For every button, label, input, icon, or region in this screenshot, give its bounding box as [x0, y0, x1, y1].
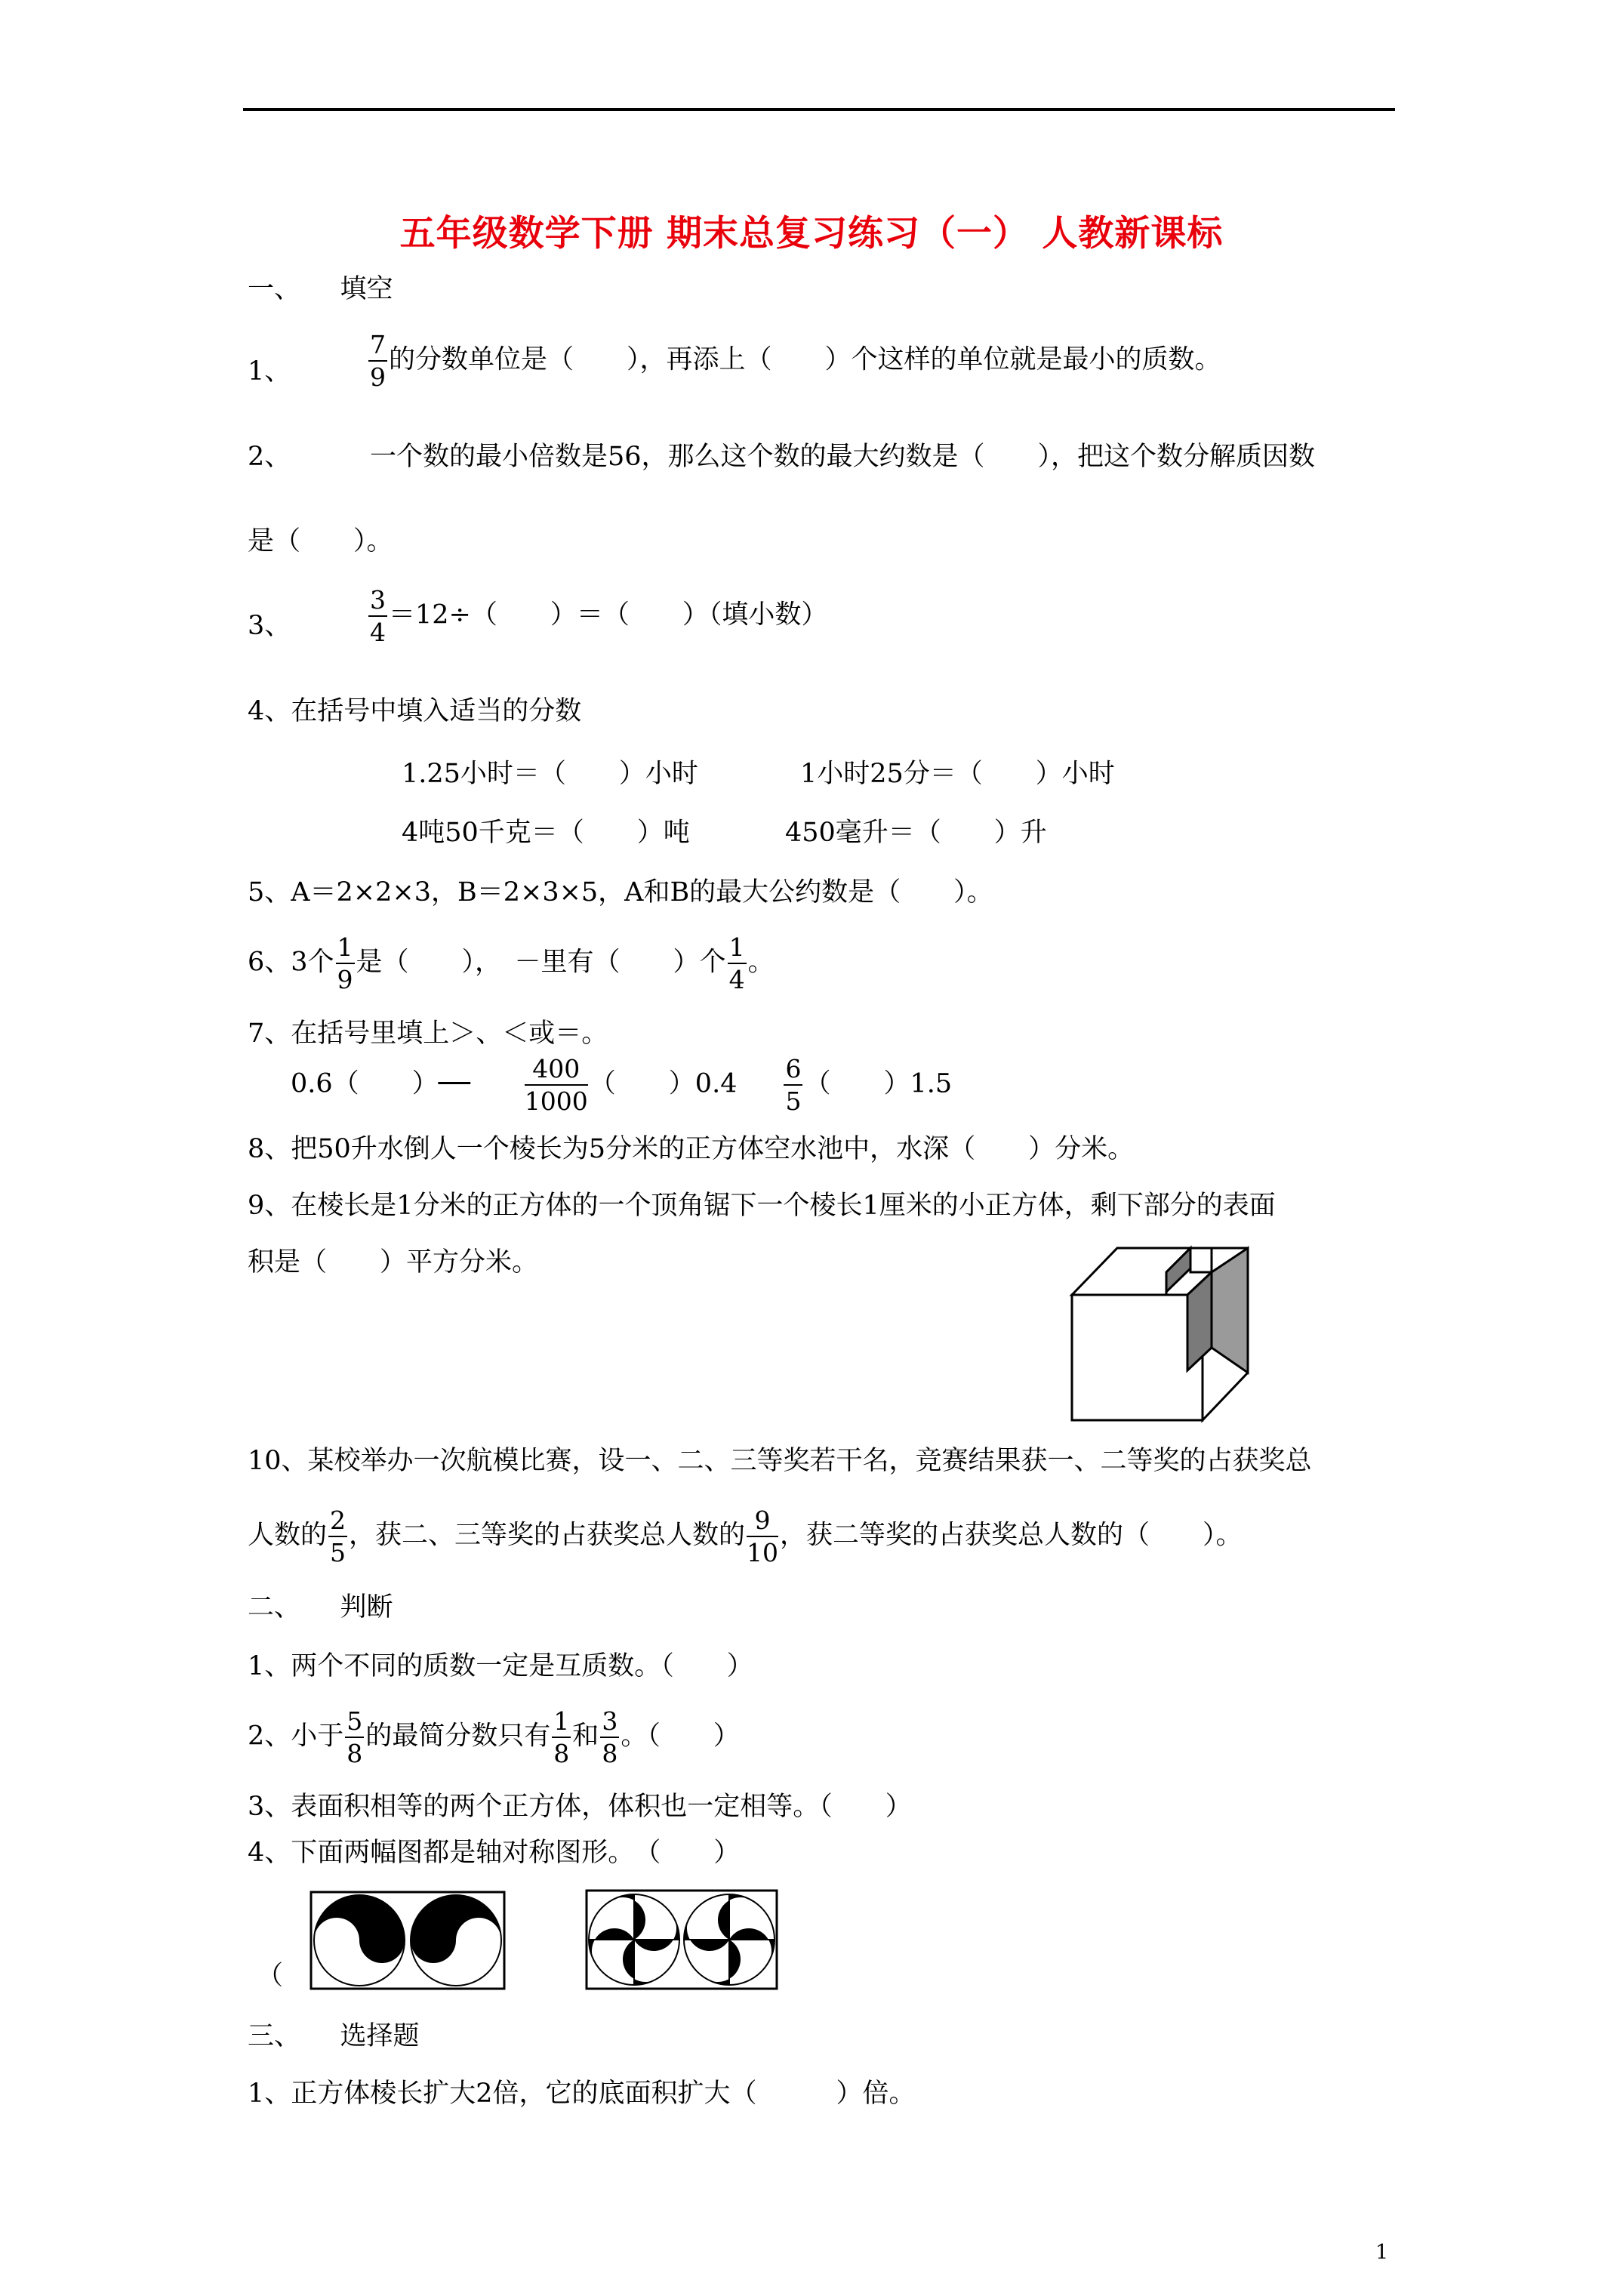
- question-1-2: 一个数的最小倍数是56，那么这个数的最大约数是（ ），把这个数分解质因数: [370, 442, 1316, 472]
- q3-number: 3、: [248, 611, 291, 641]
- section3-heading: 三、 选择题: [248, 2021, 420, 2051]
- q4-row1b: 1小时25分＝（ ）小时: [800, 759, 1115, 789]
- question-1-10-cont: 人数的 $\frac{2}{5}$ ，获二、三等奖的占获奖总人数的 $\frac{9}{10}$ ，获二等奖的占获奖总人数的（ ）。: [248, 1505, 1243, 1567]
- page-number: 1: [1375, 2241, 1389, 2264]
- section1-heading: 一、 填空: [248, 274, 393, 304]
- q4-row2b: 450毫升＝（ ）升: [785, 818, 1047, 848]
- question-2-1: 1、两个不同的质数一定是互质数。（ ）: [248, 1651, 753, 1681]
- question-2-3: 3、表面积相等的两个正方体，体积也一定相等。（ ）: [248, 1792, 912, 1822]
- fraction: $\frac{2}{5}$: [330, 1505, 346, 1567]
- q1-number: 1、: [248, 356, 291, 387]
- question-1-1: $\frac{7}{9}$ 的分数单位是（ ），再添上（ ）个这样的单位就是最小的质数。: [370, 330, 1221, 392]
- question-1-5: 5、A＝2×2×3，B＝2×3×5，A和B的最大公约数是（ ）。: [248, 877, 993, 908]
- question-1-7: 7、在括号里填上＞、＜或＝。: [248, 1019, 608, 1049]
- fraction: $\frac{1}{4}$: [728, 932, 745, 994]
- q4-row1a: 1.25小时＝（ ）小时: [402, 759, 698, 789]
- question-1-8: 8、把50升水倒人一个棱长为5分米的正方体空水池中，水深（ ）分米。: [248, 1134, 1135, 1164]
- fraction: $\frac{1}{9}$: [337, 932, 353, 994]
- fraction: $\frac{400}{1000}$: [524, 1054, 588, 1116]
- header-rule: [243, 108, 1395, 111]
- question-2-4: 4、下面两幅图都是轴对称图形。 （ ）: [248, 1838, 741, 1868]
- question-1-3: $\frac{3}{4}$ ＝12÷（ ）＝（ ）（填小数）: [370, 585, 828, 647]
- question-2-2: 2、小于 $\frac{5}{8}$ 的最简分数只有 $\frac{1}{8}$ 和 $\frac{3}{8}$ 。（ ）: [248, 1706, 740, 1768]
- question-1-10: 10、某校举办一次航模比赛，设一、二、三等奖若干名，竞赛结果获一、二等奖的占获奖总: [248, 1446, 1312, 1476]
- fraction: $\frac{3}{4}$: [370, 585, 386, 647]
- fraction: $\frac{6}{5}$: [785, 1054, 802, 1116]
- question-3-1: 1、正方体棱长扩大2倍，它的底面积扩大（ ）倍。: [248, 2079, 916, 2109]
- question-1-6: 6、3个 $\frac{1}{9}$ 是（ ）， －里有（ ）个 $\frac{1}{4}$ 。: [248, 932, 775, 994]
- fraction: $\frac{7}{9}$: [370, 330, 386, 392]
- fraction: $\frac{3}{8}$: [602, 1706, 618, 1768]
- cube-figure: [1068, 1242, 1253, 1423]
- q4-row2a: 4吨50千克＝（ ）吨: [402, 818, 690, 848]
- yin-yang-figure: [310, 1891, 506, 1990]
- pinwheel-figure: [585, 1889, 778, 1990]
- question-1-4: 4、在括号中填入适当的分数: [248, 696, 582, 726]
- open-paren: （: [257, 1961, 284, 1991]
- section2-heading: 二、 判断: [248, 1592, 393, 1623]
- page-title: 五年级数学下册 期末总复习练习（一） 人教新课标: [399, 213, 1224, 254]
- fraction: $\frac{1}{8}$: [553, 1706, 570, 1768]
- fraction: $\frac{9}{10}$: [747, 1505, 779, 1567]
- question-1-7-row: 0.6（ ）── $\frac{400}{1000}$ （ ）0.4 $\frac{6}{5}$ （ ）1.5: [291, 1054, 953, 1116]
- question-1-2-cont: 是（ ）。: [248, 526, 393, 556]
- question-1-9: 9、在棱长是1分米的正方体的一个顶角锯下一个棱长1厘米的小正方体，剩下部分的表面: [248, 1191, 1276, 1221]
- fraction: $\frac{5}{8}$: [346, 1706, 363, 1768]
- q2-number: 2、: [248, 442, 291, 472]
- question-1-9-cont: 积是（ ）平方分米。: [248, 1247, 539, 1277]
